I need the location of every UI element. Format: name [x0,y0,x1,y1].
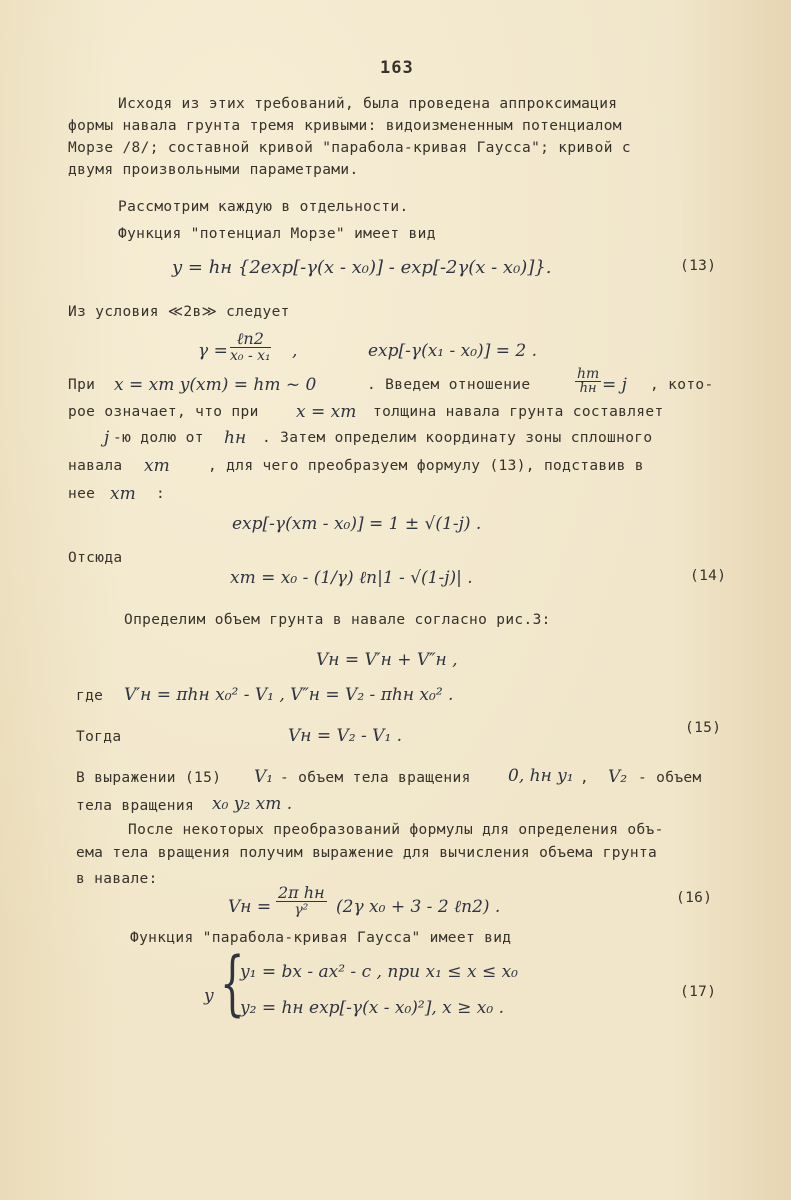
inline-math: j [104,428,110,448]
gamma-denominator: x₀ - x₁ [230,348,271,364]
text-segment: В выражении (15) [76,770,222,786]
equation-17-line1: y₁ = bx - ax² - c , при x₁ ≤ x ≤ x₀ [240,962,518,982]
equation-16-denominator: γ² [294,902,309,918]
text-segment: , [580,770,590,786]
text-line: После некоторых преобразований формулы для определения объ- [128,822,664,838]
text-line: Рассмотрим каждую в отдельности. [118,199,409,215]
text-segment: , для чего преобразуем формулу (13), подставив в [208,458,644,474]
text-segment: - объем [638,770,702,786]
gamma-separator: , [292,341,298,361]
text-segment: толщина навала грунта составляет [373,404,664,420]
ratio-numerator: hm [577,366,600,382]
gamma-fraction [230,330,271,364]
equation-exp: exp[-γ(xm - x₀)] = 1 ± √(1-j) . [232,514,482,534]
ratio-fraction [575,367,601,396]
equation-number: (14) [690,568,727,584]
text-line: Функция "потенциал Морзе" имеет вид [118,226,436,242]
ratio-denominator: hн [579,381,597,396]
text-segment: . Введем отношение [367,377,531,393]
curly-brace-icon: { [220,942,245,1024]
equation-16-numerator: 2π hн [278,883,325,902]
inline-math: x = xm [296,402,357,422]
equation-number: (17) [680,984,717,1000]
inline-math: V₂ [608,767,628,787]
equation-15: Vн = V₂ - V₁ . [288,726,403,746]
text-segment: навала [68,458,123,474]
inline-math: V₁ [254,767,274,787]
text-line: Функция "парабола-кривая Гаусса" имеет вид [130,930,512,946]
text-segment: - объем тела вращения [280,770,471,786]
equation-17-y: y [204,986,214,1006]
text-segment: , кото- [650,377,714,393]
text-segment: : [156,486,166,502]
inline-math: xm [144,456,170,476]
equation-14: xm = x₀ - (1/γ) ℓn|1 - √(1-j)| . [230,568,473,588]
equation-volume: Vн = V′н + V″н , [316,650,458,670]
equation-16-fraction [276,884,327,918]
text-line: Из условия ≪2в≫ следует [68,304,290,320]
inline-math: x = xm y(xm) = hm ~ 0 [114,375,317,395]
equation-condition: exp[-γ(x₁ - x₀)] = 2 . [368,341,537,361]
text-line: Морзе /8/; составной кривой "парабола-кривая Гаусса"; кривой с [68,140,631,156]
text-segment: нее [68,486,96,502]
equation-16-rhs: (2γ x₀ + 3 - 2 ℓn2) . [336,897,501,917]
inline-math: 0, hн y₁ [508,766,574,786]
gamma-lhs: γ = [198,341,228,361]
text-segment: тела вращения [76,798,195,814]
inline-math: x₀ y₂ xm . [212,794,293,814]
inline-math: = j [602,375,627,395]
equation-number: (15) [685,720,722,736]
equation-number: (16) [676,890,713,906]
text-segment: где [76,688,104,704]
inline-math: hн [224,428,247,448]
equation-16-lhs: Vн = [228,897,272,917]
text-line: формы навала грунта тремя кривыми: видоизмененным потенциалом [68,118,622,134]
text-line: ема тела вращения получим выражение для вычисления объема грунта [76,845,658,861]
equation-number: (13) [680,258,717,274]
text-line: Отсюда [68,550,123,566]
text-segment: При [68,377,96,393]
gamma-numerator: ℓn2 [230,330,271,348]
text-segment: рое означает, что при [68,404,259,420]
page-number: 163 [380,58,414,78]
equation-17-line2: y₂ = hн exp[-γ(x - x₀)²], x ≥ x₀ . [240,998,504,1018]
equation-13: y = hн {2exp[-γ(x - x₀)] - exp[-2γ(x - x₀)]}. [172,257,552,278]
text-line: Исходя из этих требований, была проведена аппроксимация [118,96,618,112]
text-segment: Тогда [76,729,122,745]
text-line: Определим объем грунта в навале согласно рис.3: [124,612,551,628]
inline-math: xm [110,484,136,504]
text-segment: . Затем определим координату зоны сплошного [262,430,653,446]
text-segment: -ю долю от [113,430,204,446]
equation-volume-parts: V′н = πhн x₀² - V₁ , V″н = V₂ - πhн x₀² . [124,685,454,705]
text-line: двумя произвольными параметрами. [68,162,359,178]
text-line: в навале: [76,871,158,887]
